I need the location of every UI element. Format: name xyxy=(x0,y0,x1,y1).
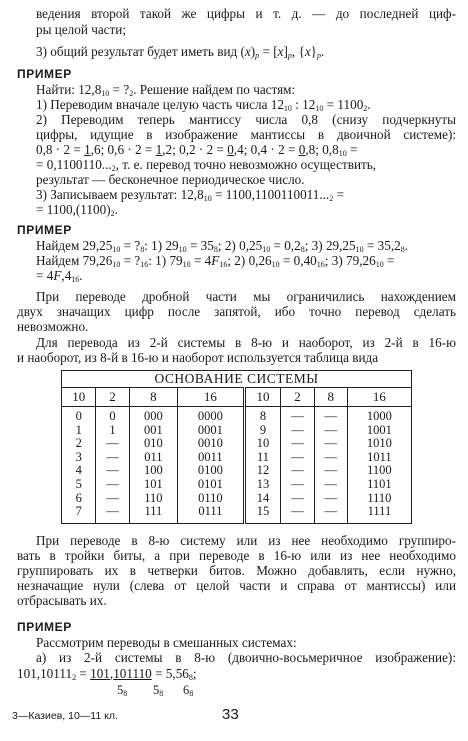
table-cell: — xyxy=(314,505,347,523)
table-cell: 0101 xyxy=(178,478,244,492)
table-cell: 010 xyxy=(129,437,178,451)
table-row xyxy=(62,505,412,523)
table-cell: 111 xyxy=(129,505,178,523)
table-cell: 1000 xyxy=(366,409,392,423)
example1-line: = $0,1100110..._2$, т. е. перевод точно невозможно осуществить, xyxy=(36,157,377,173)
paragraph-line: Для перевода из 2-й системы в 8-ю и наоборот, из 2-й в 16-ю xyxy=(36,335,456,350)
table-cell: 0111 xyxy=(178,505,244,523)
table-caption: ОСНОВАНИЕ СИСТЕМЫ xyxy=(62,371,412,388)
table-cell: 5 xyxy=(62,478,96,492)
table-cell: 1 xyxy=(96,424,129,438)
table-cell: 6 xyxy=(62,492,96,506)
example1-line: результат — бесконечное периодическое число. xyxy=(36,172,305,187)
table-cell: 1010 xyxy=(366,436,392,451)
table-cell: — xyxy=(314,464,347,478)
example-heading: ПРИМЕР xyxy=(17,223,72,237)
paragraph-line: невозможно. xyxy=(17,319,89,334)
table-cell: — xyxy=(281,437,314,451)
table-cell: — xyxy=(314,492,347,506)
table-cell: — xyxy=(96,437,129,451)
table-cell: — xyxy=(96,464,129,478)
example1-line: = $1100,(1100)_2$. xyxy=(36,202,118,218)
paragraph-line: При переводе в 8-ю систему или из нее необходимо группиро- xyxy=(36,533,456,548)
group-label: $6_8$ xyxy=(183,683,194,698)
table-cell: — xyxy=(314,407,347,424)
text-line: ры целой части; xyxy=(36,22,127,37)
table-row xyxy=(62,407,412,424)
table-cell: 0001 xyxy=(178,424,244,438)
table-cell: — xyxy=(281,492,314,506)
paragraph-line: вать в тройки биты, а при переводе в 16-ю или из нее необходимо xyxy=(17,548,456,563)
page-number: 33 xyxy=(222,706,239,723)
table-cell: — xyxy=(281,464,314,478)
table-header-cell: 16 xyxy=(347,388,411,407)
table-cell: — xyxy=(96,492,129,506)
table-cell: — xyxy=(96,478,129,492)
example3-line: $101,10111_2 = 101,101110 = 5,56_8$; xyxy=(17,666,197,682)
table-row xyxy=(62,451,412,465)
table-cell: 1011 xyxy=(367,449,392,464)
table-cell: — xyxy=(314,478,347,492)
table-cell: 001 xyxy=(129,424,178,438)
table-cell: — xyxy=(314,424,347,438)
table-cell: 2 xyxy=(62,437,96,451)
table-cell: 1 xyxy=(62,424,96,438)
example2-line: Найдем $79,26_{10}$ = $?_{16}$: 1) $79_{10} = 4F_{16}$; 2) $0,26_{10} = 0,40_{16}$; 3) $79,26_{10}$ = xyxy=(36,253,395,269)
table-cell: — xyxy=(281,424,314,438)
table-cell: 14 xyxy=(244,492,281,506)
table-cell: 0010 xyxy=(178,437,244,451)
table-cell: 0110 xyxy=(178,492,244,506)
example1-line: 1) Переводим вначале целую часть числа $12_{10}$ : $12_{10} = 1100_2$. xyxy=(36,97,371,113)
table-cell: 13 xyxy=(244,478,281,492)
table-cell: 3 xyxy=(62,451,96,465)
table-cell: 0011 xyxy=(178,451,244,465)
table-cell: — xyxy=(281,505,314,523)
table-header-cell: 8 xyxy=(314,388,347,407)
table-header-cell: 2 xyxy=(281,388,314,407)
example-heading: ПРИМЕР xyxy=(17,67,72,81)
table-header-cell: 2 xyxy=(96,388,129,407)
table-cell: 10 xyxy=(244,437,281,451)
paragraph-line: двух значащих цифр после запятой, ибо точно перевод сделать xyxy=(17,304,456,319)
table-cell: 11 xyxy=(244,451,281,465)
example1-line: Найти: $12,8_{10}$ = $?_2$. Решение найдем по частям: xyxy=(36,82,296,98)
table-cell: 1001 xyxy=(366,422,392,437)
table-cell: 110 xyxy=(129,492,178,506)
table-cell: 12 xyxy=(244,464,281,478)
table-cell: 1100 xyxy=(367,463,392,478)
table-cell: 8 xyxy=(244,407,281,424)
group-label: $5_8$ xyxy=(153,683,164,698)
table-cell: — xyxy=(314,451,347,465)
table-cell: 1110 xyxy=(367,490,392,505)
table-cell: 100 xyxy=(129,464,178,478)
group-label: $5_8$ xyxy=(117,683,128,698)
example3-line: а) из 2-й системы в 8-ю (двоично-восьмеричное изображение): xyxy=(36,650,456,665)
footer-signature: 3—Казиев, 10—11 кл. xyxy=(12,710,118,722)
table-header-cell: 10 xyxy=(244,388,281,407)
table-cell: — xyxy=(96,451,129,465)
table-header-cell: 10 xyxy=(62,388,96,407)
table-cell: — xyxy=(314,437,347,451)
table-header-cell: 16 xyxy=(178,388,244,407)
table-cell: 0 xyxy=(62,407,96,424)
text-line-formula: 3) общий результат будет иметь вид $(x)_p = [x]_p$, $\{x\}_p$. xyxy=(36,44,325,60)
table-cell: — xyxy=(96,505,129,523)
table-cell: 101 xyxy=(129,478,178,492)
paragraph-line: незначащие нули (слева от целой части и справа от мантиссы) или xyxy=(17,578,456,593)
table-cell: 000 xyxy=(129,407,178,424)
table-cell: 0 xyxy=(96,407,129,424)
example1-line: 0,8 · 2 = 1,6; 0,6 · 2 = 1,2; 0,2 · 2 = 0,4; 0,4 · 2 = 0,8; $0,8_{10}$ = xyxy=(36,142,358,158)
paragraph-line: При переводе дробной части мы ограничились нахождением xyxy=(36,289,456,304)
table-cell: — xyxy=(281,407,314,424)
table-row xyxy=(62,478,412,492)
example2-line: Найдем $29,25_{10}$ = $?_8$: 1) $29_{10} = 35_8$; 2) $0,25_{10} = 0,2_8$; 3) $29,25_{10} = 35,2_8$. xyxy=(36,238,409,254)
table-row xyxy=(62,437,412,451)
example1-line: цифры, идущие в изображение мантиссы в двоичной системе): xyxy=(36,127,456,142)
table-cell: 0100 xyxy=(178,464,244,478)
table-cell: — xyxy=(281,478,314,492)
table-cell: 1111 xyxy=(367,504,392,519)
text-line: ведения второй такой же цифры и т. д. — до последней циф- xyxy=(36,6,456,21)
table-cell: 011 xyxy=(129,451,178,465)
example-heading: ПРИМЕР xyxy=(17,620,72,634)
number-system-table xyxy=(61,370,412,524)
table-header-row xyxy=(62,388,412,407)
table-cell: 7 xyxy=(62,505,96,523)
paragraph-line: и наоборот, из 8-й в 16-ю и наоборот используется таблица вида xyxy=(17,350,379,365)
paragraph-line: отбрасывать их. xyxy=(17,593,107,608)
table-cell: 0000 xyxy=(178,407,244,424)
table-row xyxy=(62,424,412,438)
table-cell: 15 xyxy=(244,505,281,523)
table-row xyxy=(62,464,412,478)
example3-line: Рассмотрим переводы в смешанных системах: xyxy=(36,635,297,650)
table-cell: 1101 xyxy=(367,476,392,491)
table-row xyxy=(62,492,412,506)
example2-line: = $4F,4_{16}$. xyxy=(36,268,83,284)
table-cell: — xyxy=(281,451,314,465)
example1-line: 3) Записываем результат: $12,8_{10} = 1100,1100110011..._2$ = xyxy=(36,187,344,203)
example1-line: 2) Переводим теперь мантиссу числа 0,8 (снизу подчеркнуты xyxy=(36,112,456,127)
table-cell: 9 xyxy=(244,424,281,438)
table-header-cell: 8 xyxy=(129,388,178,407)
table-cell: 4 xyxy=(62,464,96,478)
paragraph-line: группировать их в четверки битов. Можно добавлять, если нужно, xyxy=(17,563,456,578)
